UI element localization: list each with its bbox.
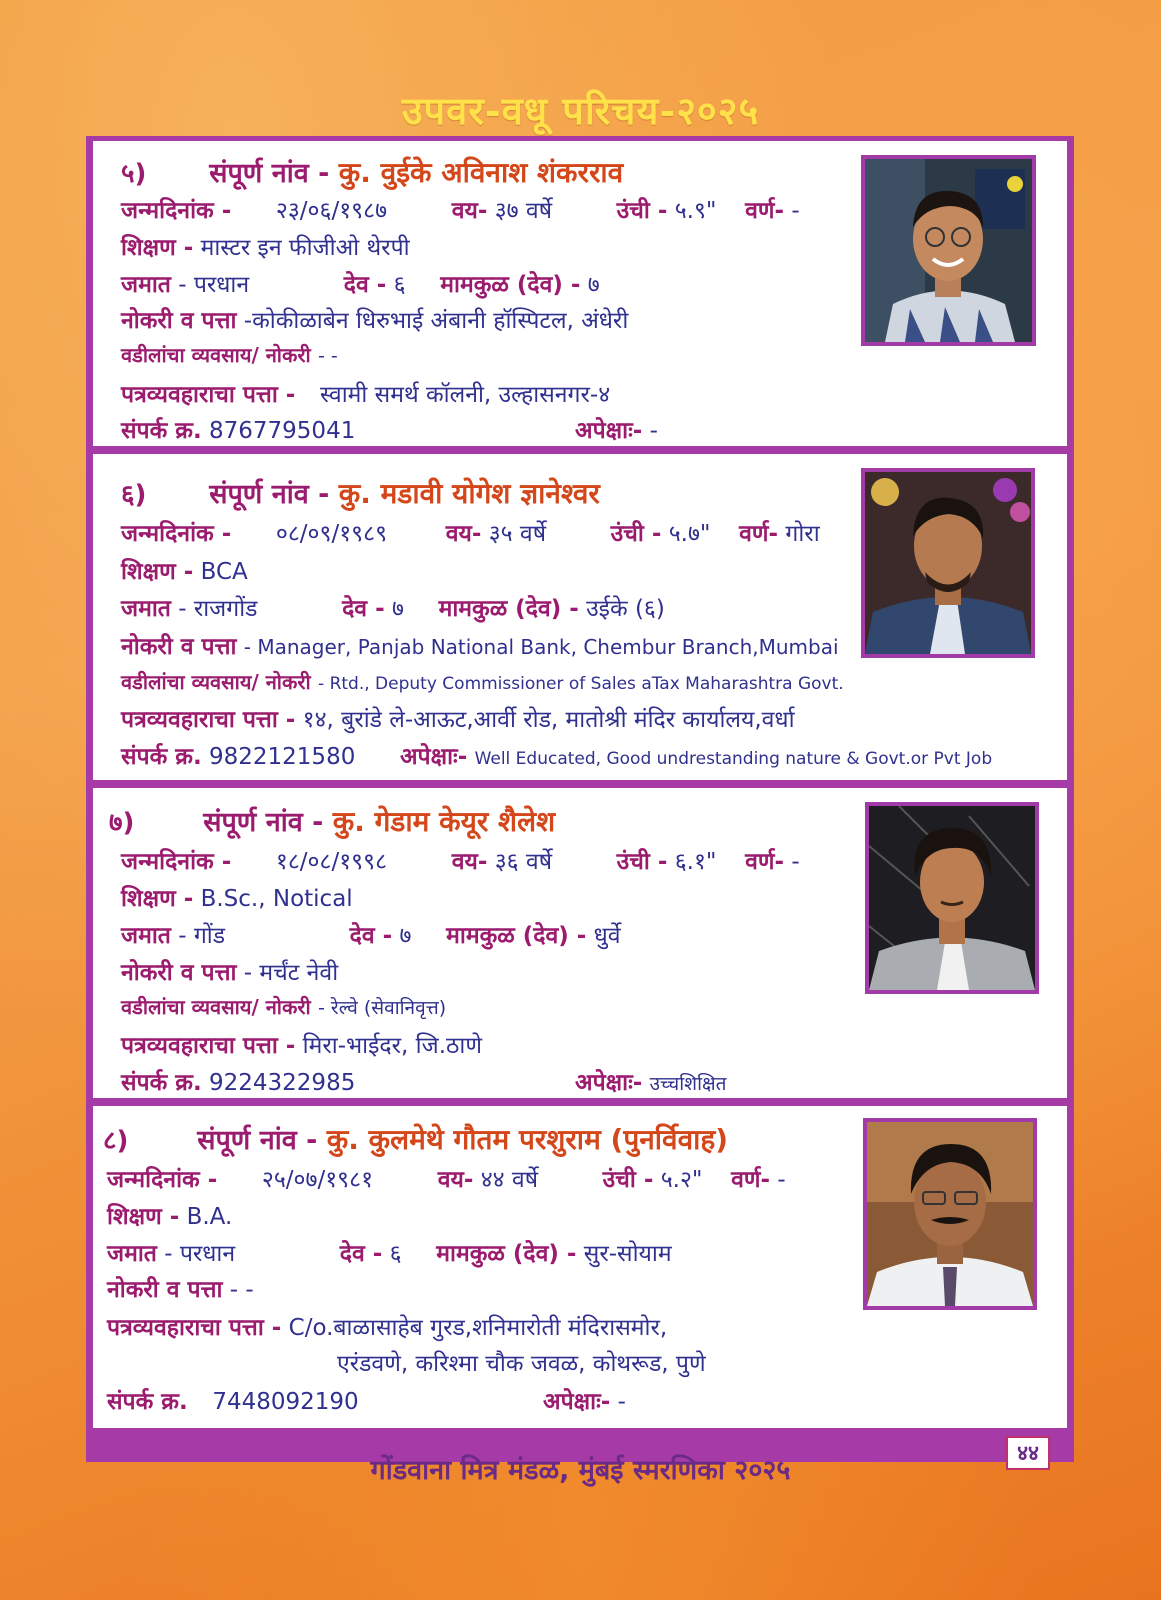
profile-photo — [861, 155, 1036, 346]
education-row — [121, 881, 353, 913]
job-value: - मर्चंट नेवी — [243, 960, 339, 986]
contact-value: 9224322985 — [209, 1070, 356, 1096]
complexion-value: गोरा — [785, 521, 820, 547]
father-occupation-value: - रेल्वे (सेवानिवृत्त) — [318, 997, 447, 1019]
father-occupation-row — [121, 668, 844, 695]
community-label: जमात — [121, 923, 171, 949]
dob-label: जन्मदिनांक - — [121, 198, 232, 224]
father-occupation-value: - Rtd., Deputy Commissioner of Sales aTax Maharashtra Govt. — [318, 674, 844, 694]
dev-value: ७ — [399, 923, 412, 949]
contact-row — [121, 413, 355, 445]
profile-card — [93, 788, 1067, 1098]
dev-label: देव - — [349, 923, 393, 949]
job-value: - Manager, Panjab National Bank, Chembur Branch,Mumbai — [243, 635, 839, 659]
postal-address-row-2 — [337, 1346, 706, 1378]
dob-label: जन्मदिनांक - — [121, 849, 232, 875]
full-name-value: कु. मडावी योगेश ज्ञानेश्वर — [338, 477, 600, 510]
expectation-label: अपेक्षाः- — [575, 418, 643, 444]
father-occupation-label: वडीलांचा व्यवसाय/ नोकरी — [121, 343, 311, 367]
education-value: BCA — [200, 559, 248, 585]
profile-photo — [865, 802, 1039, 994]
education-row — [107, 1199, 232, 1231]
full-name-value: कु. कुलमेथे गौतम परशुराम (पुनर्विवाह) — [326, 1123, 729, 1156]
expectation-value: उच्चशिक्षित — [649, 1073, 727, 1095]
profile-photo — [863, 1118, 1037, 1310]
height-label: उंची - — [602, 1167, 654, 1193]
full-name-value: कु. वुईके अविनाश शंकरराव — [338, 156, 624, 189]
person-photo-icon — [867, 1122, 1033, 1306]
complexion-label: वर्ण- — [745, 849, 785, 875]
expectation-row — [575, 1065, 726, 1097]
community-row — [107, 1236, 672, 1268]
dob-row — [121, 193, 800, 225]
mamkul-value: उईके (६) — [586, 596, 665, 622]
dob-row — [121, 516, 820, 548]
expectation-value: Well Educated, Good undrestanding nature & Govt.or Pvt Job — [474, 749, 993, 769]
community-row — [121, 267, 600, 299]
contact-label: संपर्क क्र. — [107, 1389, 188, 1415]
education-label: शिक्षण - — [121, 559, 194, 585]
father-occupation-label: वडीलांचा व्यवसाय/ नोकरी — [121, 995, 311, 1019]
job-label: नोकरी व पत्ता — [121, 308, 237, 334]
height-label: उंची - — [610, 521, 662, 547]
height-label: उंची - — [616, 849, 668, 875]
mamkul-label: मामकुळ (देव) - — [438, 596, 579, 622]
complexion-value: - — [791, 198, 800, 224]
profile-number: ८) — [103, 1126, 129, 1156]
job-row — [121, 955, 338, 987]
community-value: - राजगोंड — [178, 596, 258, 622]
dob-row — [107, 1162, 786, 1194]
profile-number: ७) — [109, 808, 135, 838]
expectation-row — [543, 1384, 626, 1416]
dob-value: १८/०८/१९९८ — [275, 849, 388, 875]
page-number: ४४ — [1006, 1436, 1050, 1470]
dob-label: जन्मदिनांक - — [107, 1167, 218, 1193]
name-row — [103, 1120, 728, 1158]
education-value: B.A. — [186, 1204, 233, 1230]
person-photo-icon — [865, 159, 1032, 342]
community-value: - गोंड — [178, 923, 226, 949]
community-label: जमात — [121, 272, 171, 298]
full-name-label: संपूर्ण नांव - — [197, 1125, 318, 1156]
complexion-label: वर्ण- — [745, 198, 785, 224]
height-value: ६.१" — [674, 849, 717, 875]
job-label: नोकरी व पत्ता — [121, 634, 237, 660]
full-name-label: संपूर्ण नांव - — [209, 158, 330, 189]
mamkul-label: मामकुळ (देव) - — [440, 272, 581, 298]
job-label: नोकरी व पत्ता — [107, 1277, 223, 1303]
age-label: वय- — [445, 521, 482, 547]
father-occupation-label: वडीलांचा व्यवसाय/ नोकरी — [121, 670, 311, 694]
postal-address-label: पत्रव्यवहाराचा पत्ता - — [121, 707, 296, 733]
person-photo-icon — [865, 472, 1031, 654]
community-row — [121, 918, 621, 950]
education-label: शिक्षण - — [107, 1204, 180, 1230]
dev-label: देव - — [339, 1241, 383, 1267]
dob-value: २३/०६/१९८७ — [275, 198, 388, 224]
age-value: ३७ वर्षे — [494, 198, 553, 224]
education-value: B.Sc., Notical — [200, 886, 353, 912]
postal-address-value: C/o.बाळासाहेब गुरड,शनिमारोती मंदिरासमोर, — [288, 1315, 668, 1341]
name-row — [121, 153, 623, 191]
job-label: नोकरी व पत्ता — [121, 960, 237, 986]
contact-row — [107, 1384, 359, 1416]
complexion-label: वर्ण- — [731, 1167, 771, 1193]
mamkul-value: सुर-सोयाम — [583, 1241, 672, 1267]
profile-card — [93, 141, 1067, 446]
job-row — [107, 1272, 254, 1304]
expectation-row — [575, 413, 658, 445]
expectation-value: - — [617, 1389, 626, 1415]
education-label: शिक्षण - — [121, 235, 194, 261]
dev-value: ६ — [393, 272, 406, 298]
contact-row — [121, 1065, 355, 1097]
mamkul-value: धुर्वे — [593, 923, 621, 949]
postal-address-label: पत्रव्यवहाराचा पत्ता - — [121, 382, 296, 408]
postal-address-label: पत्रव्यवहाराचा पत्ता - — [107, 1315, 282, 1341]
contact-label: संपर्क क्र. — [121, 1070, 202, 1096]
postal-address-row — [121, 377, 610, 409]
postal-address-label: पत्रव्यवहाराचा पत्ता - — [121, 1033, 296, 1059]
profile-card — [93, 454, 1067, 780]
full-name-label: संपूर्ण नांव - — [209, 479, 330, 510]
age-value: ३५ वर्षे — [488, 521, 547, 547]
father-occupation-row — [121, 341, 338, 368]
dev-label: देव - — [342, 596, 385, 622]
mamkul-value: ७ — [587, 272, 600, 298]
contact-label: संपर्क क्र. — [121, 418, 202, 444]
expectation-label: अपेक्षाः- — [543, 1389, 611, 1415]
father-occupation-row — [121, 993, 446, 1020]
footer-text: गोंडवाना मित्र मंडळ, मुंबई स्मरणिका २०२५ — [370, 1455, 791, 1486]
age-label: वय- — [451, 849, 488, 875]
education-label: शिक्षण - — [121, 886, 194, 912]
job-value: -कोकीळाबेन धिरुभाई अंबानी हॉस्पिटल, अंधेरी — [243, 308, 629, 334]
full-name-value: कु. गेडाम केयूर शैलेश — [332, 805, 556, 838]
community-label: जमात — [107, 1241, 157, 1267]
dev-label: देव - — [343, 272, 387, 298]
height-label: उंची - — [616, 198, 668, 224]
complexion-label: वर्ण- — [739, 521, 779, 547]
profile-card — [93, 1106, 1067, 1428]
postal-address-value: स्वामी समर्थ कॉलनी, उल्हासनगर-४ — [319, 382, 611, 408]
person-photo-icon — [869, 806, 1035, 990]
age-value: ४४ वर्षे — [480, 1167, 539, 1193]
postal-address-row — [121, 702, 795, 734]
page-title: उपवर-वधू परिचय-२०२५ — [401, 88, 760, 133]
expectation-value: - — [649, 418, 658, 444]
education-value: मास्टर इन फीजीओ थेरपी — [200, 235, 410, 261]
complexion-value: - — [791, 849, 800, 875]
father-occupation-value: - - — [318, 345, 338, 367]
community-value: - परधान — [178, 272, 250, 298]
full-name-label: संपूर्ण नांव - — [203, 807, 324, 838]
contact-value: 7448092190 — [212, 1389, 359, 1415]
mamkul-label: मामकुळ (देव) - — [446, 923, 587, 949]
age-label: वय- — [437, 1167, 474, 1193]
dev-value: ७ — [391, 596, 404, 622]
community-label: जमात — [121, 596, 171, 622]
education-row — [121, 230, 410, 262]
postal-address-row — [107, 1310, 667, 1342]
job-value: - - — [229, 1277, 254, 1303]
height-value: ५.९" — [674, 198, 717, 224]
education-row — [121, 554, 248, 586]
expectation-label: अपेक्षाः- — [575, 1070, 643, 1096]
contact-value: 8767795041 — [209, 418, 356, 444]
name-row — [109, 802, 555, 840]
contact-label: संपर्क क्र. — [121, 744, 202, 770]
postal-address-value: १४, बुरांडे ले-आऊट,आर्वी रोड, मातोश्री मंदिर कार्यालय,वर्धा — [302, 707, 795, 733]
complexion-value: - — [777, 1167, 786, 1193]
contact-value: 9822121580 — [209, 744, 356, 770]
profile-number: ६) — [121, 480, 147, 510]
postal-address-value: मिरा-भाईदर, जि.ठाणे — [302, 1033, 482, 1059]
community-value: - परधान — [164, 1241, 236, 1267]
job-row — [121, 629, 839, 661]
dob-value: २५/०७/१९८१ — [261, 1167, 374, 1193]
postal-address-value-2: एरंडवणे, करिश्मा चौक जवळ, कोथरूड, पुणे — [337, 1351, 706, 1377]
dob-row — [121, 844, 800, 876]
height-value: ५.७" — [668, 521, 711, 547]
name-row — [121, 474, 600, 512]
age-label: वय- — [451, 198, 488, 224]
job-row — [121, 303, 628, 335]
postal-address-row — [121, 1028, 482, 1060]
community-row — [121, 591, 665, 623]
dev-value: ६ — [389, 1241, 402, 1267]
dob-value: ०८/०९/१९८९ — [275, 521, 388, 547]
contact-row — [121, 739, 992, 771]
profile-number: ५) — [121, 159, 147, 189]
dob-label: जन्मदिनांक - — [121, 521, 232, 547]
expectation-label: अपेक्षाः- — [399, 744, 468, 770]
height-value: ५.२" — [660, 1167, 703, 1193]
age-value: ३६ वर्षे — [494, 849, 553, 875]
mamkul-label: मामकुळ (देव) - — [436, 1241, 577, 1267]
profile-photo — [861, 468, 1035, 658]
